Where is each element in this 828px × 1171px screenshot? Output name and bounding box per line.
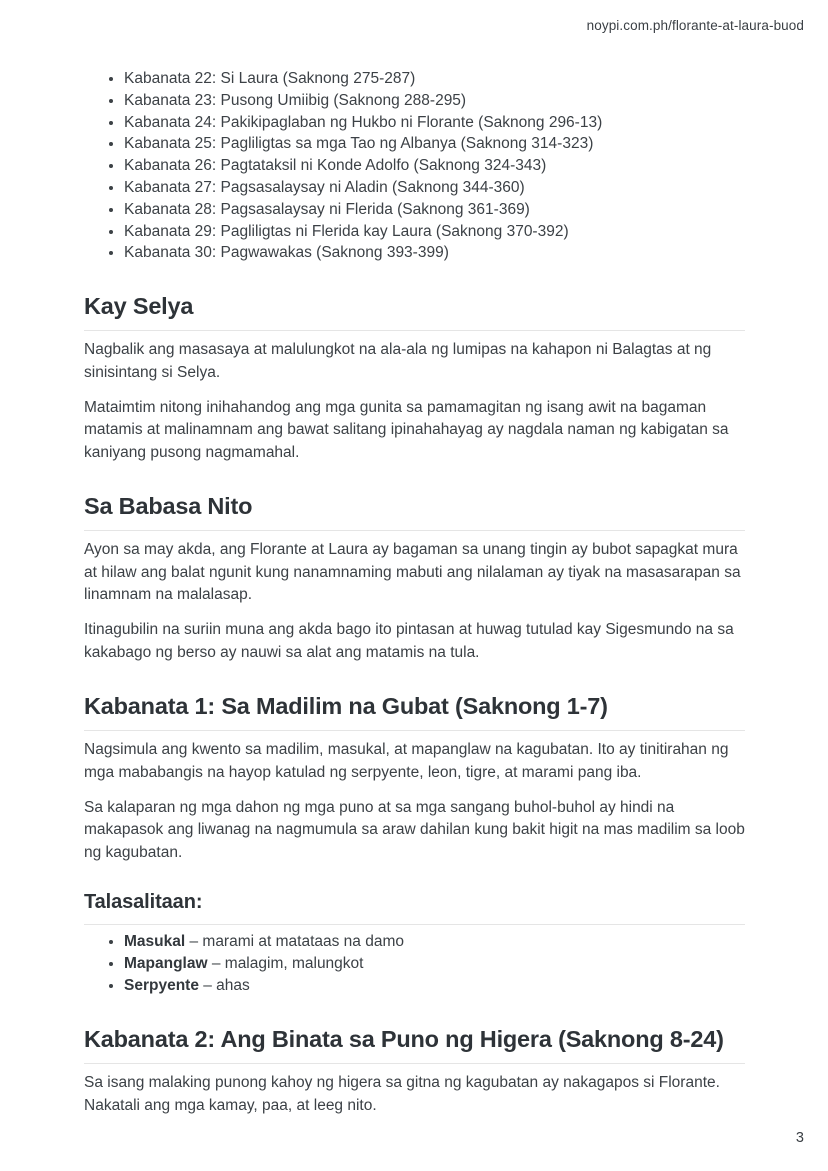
sections-container [84, 292, 745, 1117]
section-heading: Talasalitaan: [84, 891, 203, 914]
vocab-term: Mapanglaw [124, 955, 208, 973]
vocab-term: Serpyente [124, 977, 199, 995]
paragraph: Sa isang malaking punong kahoy ng higera sa gitna ng kagubatan ay nakagapos si Florante. Nakatali ang mga kamay, paa, at leeg nito. [84, 1074, 720, 1114]
chapter-list-item: • Kabanata 27: Pagsasalaysay ni Aladin (Saknong 344-360) [124, 177, 745, 199]
section-divider [84, 330, 745, 331]
vocab-item: • Mapanglaw – malagim, malungkot [124, 953, 745, 975]
section-divider [84, 1063, 745, 1064]
paragraph: Mataimtim nitong inihahandog ang mga gunita sa pamamagitan ng isang awit na bagaman matamis at malinamnam ang bawat salitang ipinahahayag ay nagdala naman ng kabigatan sa kaniyang pusong nagmamahal. [84, 398, 729, 461]
vocab-item: • Masukal – marami at matataas na damo [124, 931, 745, 953]
section [84, 1025, 745, 1117]
paragraph: Sa kalaparan ng mga dahon ng mga puno at sa mga sangang buhol-buhol ay hindi na makapasok ang liwanag na nagmumula sa araw dahilan kung bakit higit na mas madilim sa loob ng kagubatan. [84, 799, 745, 861]
section-heading: Kabanata 2: Ang Binata sa Puno ng Higera (Saknong 8-24) [84, 1026, 724, 1053]
paragraph: Itinagubilin na suriin muna ang akda bago ito pintasan at huwag tutulad kay Sigesmundo na sa kakabago ng berso ay nauwi sa alat ang matamis na tula. [84, 621, 734, 661]
chapter-list-item: • Kabanata 22: Si Laura (Saknong 275-287) [124, 68, 745, 90]
chapter-list-item: • Kabanata 28: Pagsasalaysay ni Flerida (Saknong 361-369) [124, 199, 745, 221]
section [84, 492, 745, 664]
section [84, 890, 745, 997]
section-divider [84, 730, 745, 731]
section [84, 292, 745, 464]
vocab-list [84, 931, 745, 997]
section-divider [84, 530, 745, 531]
chapter-list-item: • Kabanata 24: Pakikipaglaban ng Hukbo ni Florante (Saknong 296-13) [124, 112, 745, 134]
section-divider [84, 924, 745, 925]
vocab-term: Masukal [124, 933, 186, 951]
paragraph: Nagsimula ang kwento sa madilim, masukal, at mapanglaw na kagubatan. Ito ay tinitirahan ng mga mababangis na hayop katulad ng serpyente, leon, tigre, at marami pang iba. [84, 741, 729, 781]
document-content [84, 0, 745, 1117]
section-heading: Kabanata 1: Sa Madilim na Gubat (Saknong 1-7) [84, 693, 608, 720]
section-heading: Kay Selya [84, 293, 194, 320]
chapter-list-item: • Kabanata 29: Pagliligtas ni Flerida kay Laura (Saknong 370-392) [124, 221, 745, 243]
chapter-list-item: • Kabanata 30: Pagwawakas (Saknong 393-399) [124, 242, 745, 264]
vocab-item: • Serpyente – ahas [124, 975, 745, 997]
chapter-list-item: • Kabanata 25: Pagliligtas sa mga Tao ng Albanya (Saknong 314-323) [124, 133, 745, 155]
section-heading: Sa Babasa Nito [84, 493, 253, 520]
chapter-list [84, 68, 745, 264]
page-number: 3 [795, 1130, 804, 1146]
header-url: noypi.com.ph/florante-at-laura-buod [586, 18, 804, 33]
paragraph: Nagbalik ang masasaya at malulungkot na ala-ala ng lumipas na kahapon ni Balagtas at ng sinisintang si Selya. [84, 341, 712, 381]
chapter-list-item: • Kabanata 23: Pusong Umiibig (Saknong 288-295) [124, 90, 745, 112]
paragraph: Ayon sa may akda, ang Florante at Laura ay bagaman sa unang tingin ay bubot sapagkat mura at hilaw ang balat ngunit kung nanamnaming mabuti ang nilalaman ay tiyak na masasarapan sa linamnam na malalasap. [84, 541, 741, 604]
chapter-list-item: • Kabanata 26: Pagtataksil ni Konde Adolfo (Saknong 324-343) [124, 155, 745, 177]
section [84, 692, 745, 864]
